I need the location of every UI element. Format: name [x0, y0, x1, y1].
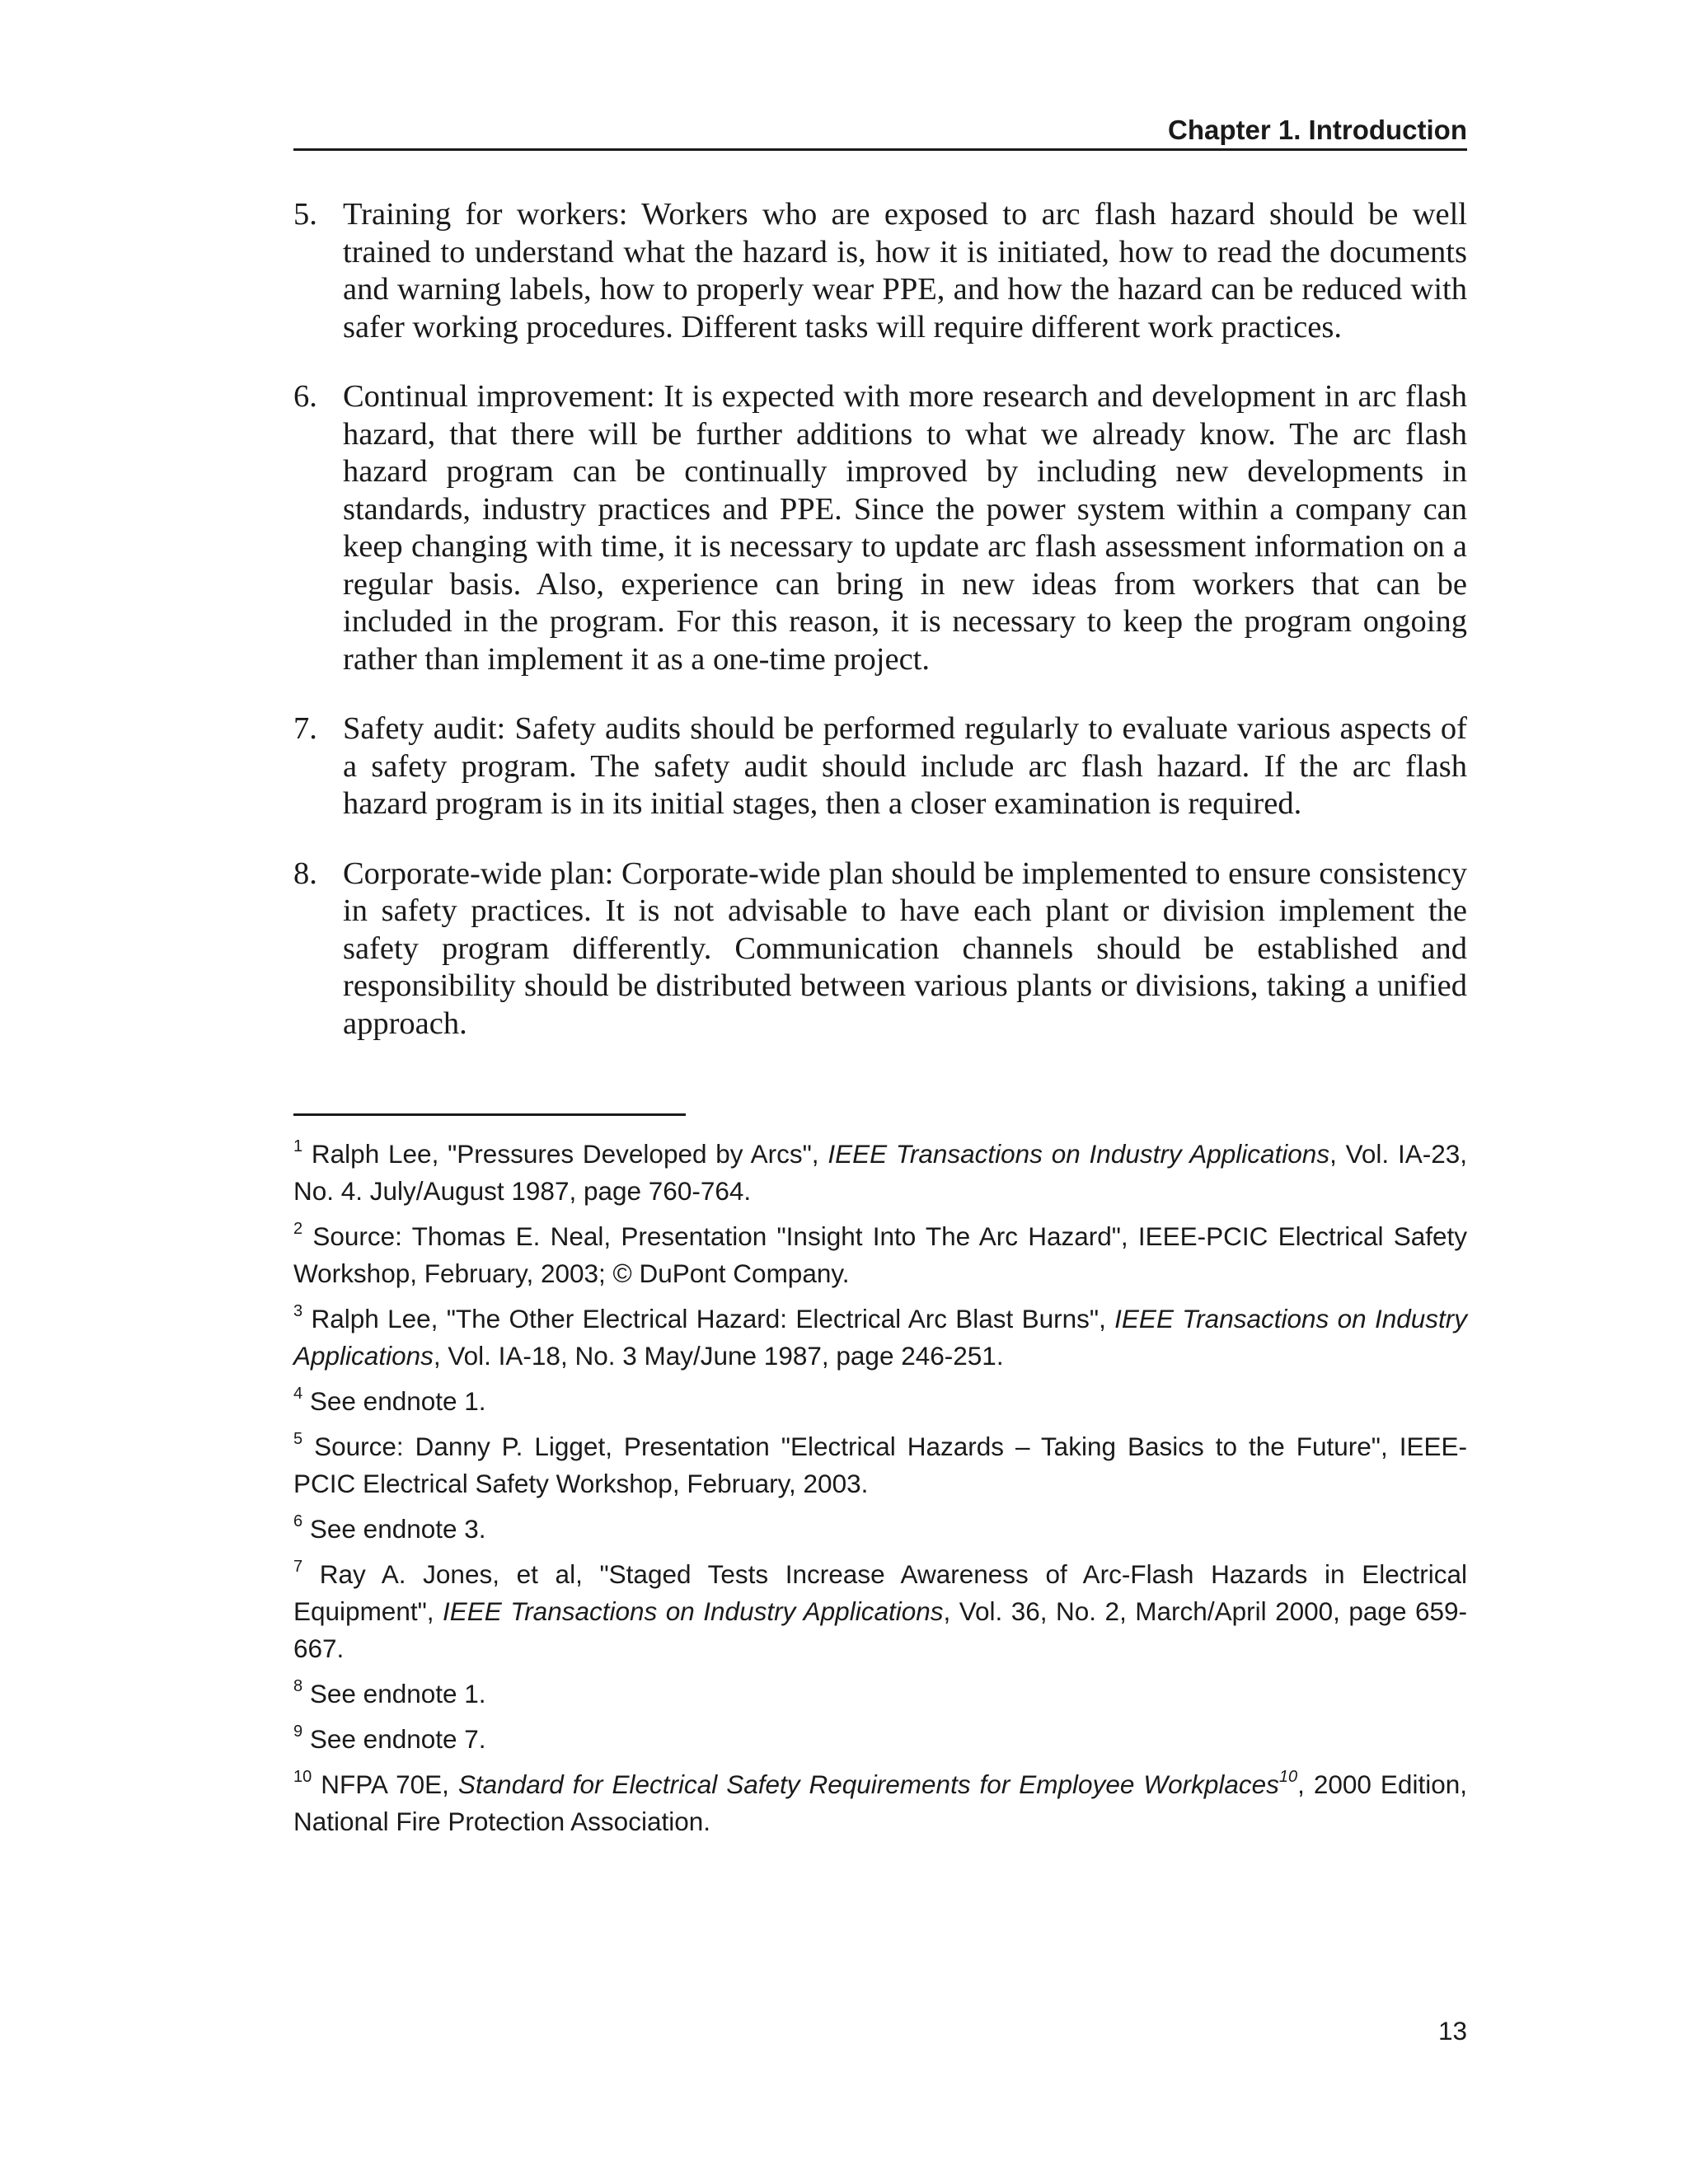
footnote-text: Source: Danny P. Ligget, Presentation "Electrical Hazards – Taking Basics to the Future", IEEE-PCIC Electrical Safety Workshop, February, 2003.	[293, 1432, 1467, 1498]
footnote-marker: 3	[293, 1302, 303, 1320]
footnote-text: NFPA 70E,	[312, 1769, 458, 1799]
footnote-text: Source: Thomas E. Neal, Presentation "Insight Into The Arc Hazard", IEEE-PCIC Electrical Safety Workshop, February, 2003; © DuPont Company.	[293, 1221, 1467, 1288]
list-item-text: Safety audit: Safety audits should be performed regularly to evaluate various aspects of a safety program. The safety audit should include arc flash hazard. If the arc flash hazard program is in its initial stages, then a closer examination is required.	[343, 711, 1467, 821]
footnote-marker: 7	[293, 1558, 303, 1576]
footnote-marker: 5	[293, 1430, 303, 1448]
footnote	[293, 1136, 1467, 1210]
footnote-inline-marker: 10	[1278, 1768, 1298, 1786]
chapter-title: Chapter 1. Introduction	[1168, 115, 1467, 145]
footnote	[293, 1556, 1467, 1667]
footnote-text: Ralph Lee, "The Other Electrical Hazard: Electrical Arc Blast Burns",	[302, 1304, 1115, 1333]
footnote-journal: IEEE Transactions on Industry Applications	[293, 1304, 1467, 1371]
footnote-marker: 8	[293, 1677, 303, 1695]
footnote-details: , Vol. IA-23, No. 4. July/August 1987, page 760-764.	[293, 1139, 1467, 1206]
list-item-text: Corporate-wide plan: Corporate-wide plan should be implemented to ensure consistency in safety practices. It is not advisable to have each plant or division implement the safety program differently. Communication channels should be established and responsibility should be distributed between various plants or divisions, taking a unified approach.	[343, 855, 1467, 1041]
footnote	[293, 1511, 1467, 1548]
footnote	[293, 1766, 1467, 1840]
footnote-marker: 4	[293, 1385, 303, 1403]
footnote	[293, 1675, 1467, 1713]
list-item-text: Training for workers: Workers who are exposed to arc flash hazard should be well trained to understand what the hazard is, how it is initiated, how to read the documents and warning labels, how to properly wear PPE, and how the hazard can be reduced with safer working procedures. Different tasks will require different work practices.	[343, 197, 1467, 344]
footnote-standard-title: Standard for Electrical Safety Requirements for Employee Workplaces	[457, 1769, 1279, 1799]
footnote-text: Ralph Lee, "Pressures Developed by Arcs",	[302, 1139, 828, 1169]
footnote	[293, 1218, 1467, 1292]
footnote-marker: 10	[293, 1768, 312, 1786]
running-header	[293, 114, 1467, 151]
footnote-marker: 6	[293, 1512, 303, 1530]
list-item	[293, 378, 1467, 678]
list-item-number: 6.	[293, 379, 317, 414]
footnote-marker: 1	[293, 1137, 303, 1155]
numbered-list	[293, 196, 1467, 1075]
footnote-details: , 2000 Edition, National Fire Protection Association.	[293, 1769, 1467, 1836]
footnote-details: , Vol. 36, No. 2, March/April 2000, page 659-667.	[293, 1596, 1467, 1663]
footnote	[293, 1301, 1467, 1375]
list-item-number: 7.	[293, 711, 317, 746]
footnote-text: See endnote 1.	[302, 1679, 486, 1708]
footnote-text: Ray A. Jones, et al, "Staged Tests Increase Awareness of Arc-Flash Hazards in Electrical Equipment",	[293, 1559, 1467, 1626]
footnote-text: See endnote 1.	[302, 1386, 486, 1416]
footnote-text: See endnote 7.	[302, 1724, 486, 1754]
footnote	[293, 1721, 1467, 1758]
footnote	[293, 1428, 1467, 1502]
page-number: 13	[1437, 2016, 1467, 2046]
footnote-separator	[293, 1113, 686, 1116]
list-item-number: 5.	[293, 197, 317, 232]
list-item	[293, 855, 1467, 1043]
footnote-marker: 2	[293, 1220, 303, 1238]
list-item	[293, 196, 1467, 346]
list-item-text: Continual improvement: It is expected with more research and development in arc flash hazard, that there will be further additions to what we already know. The arc flash hazard program can be continually improved by including new developments in standards, industry practices and PPE. Since the power system within a company can keep changing with time, it is necessary to update arc flash assessment information on a regular basis. Also, experience can bring in new ideas from workers that can be included in the program. For this reason, it is necessary to keep the program ongoing rather than implement it as a one-time project.	[343, 379, 1467, 677]
footnote-journal: IEEE Transactions on Industry Applications	[443, 1596, 944, 1626]
list-item-number: 8.	[293, 855, 317, 891]
footnotes	[293, 1136, 1467, 1849]
footnote-details: , Vol. IA-18, No. 3 May/June 1987, page 246-251.	[433, 1341, 1004, 1371]
footnote-text: See endnote 3.	[302, 1514, 486, 1544]
footnote-journal: IEEE Transactions on Industry Applications	[828, 1139, 1330, 1169]
list-item	[293, 710, 1467, 823]
footnote	[293, 1383, 1467, 1420]
footnote-marker: 9	[293, 1722, 303, 1741]
